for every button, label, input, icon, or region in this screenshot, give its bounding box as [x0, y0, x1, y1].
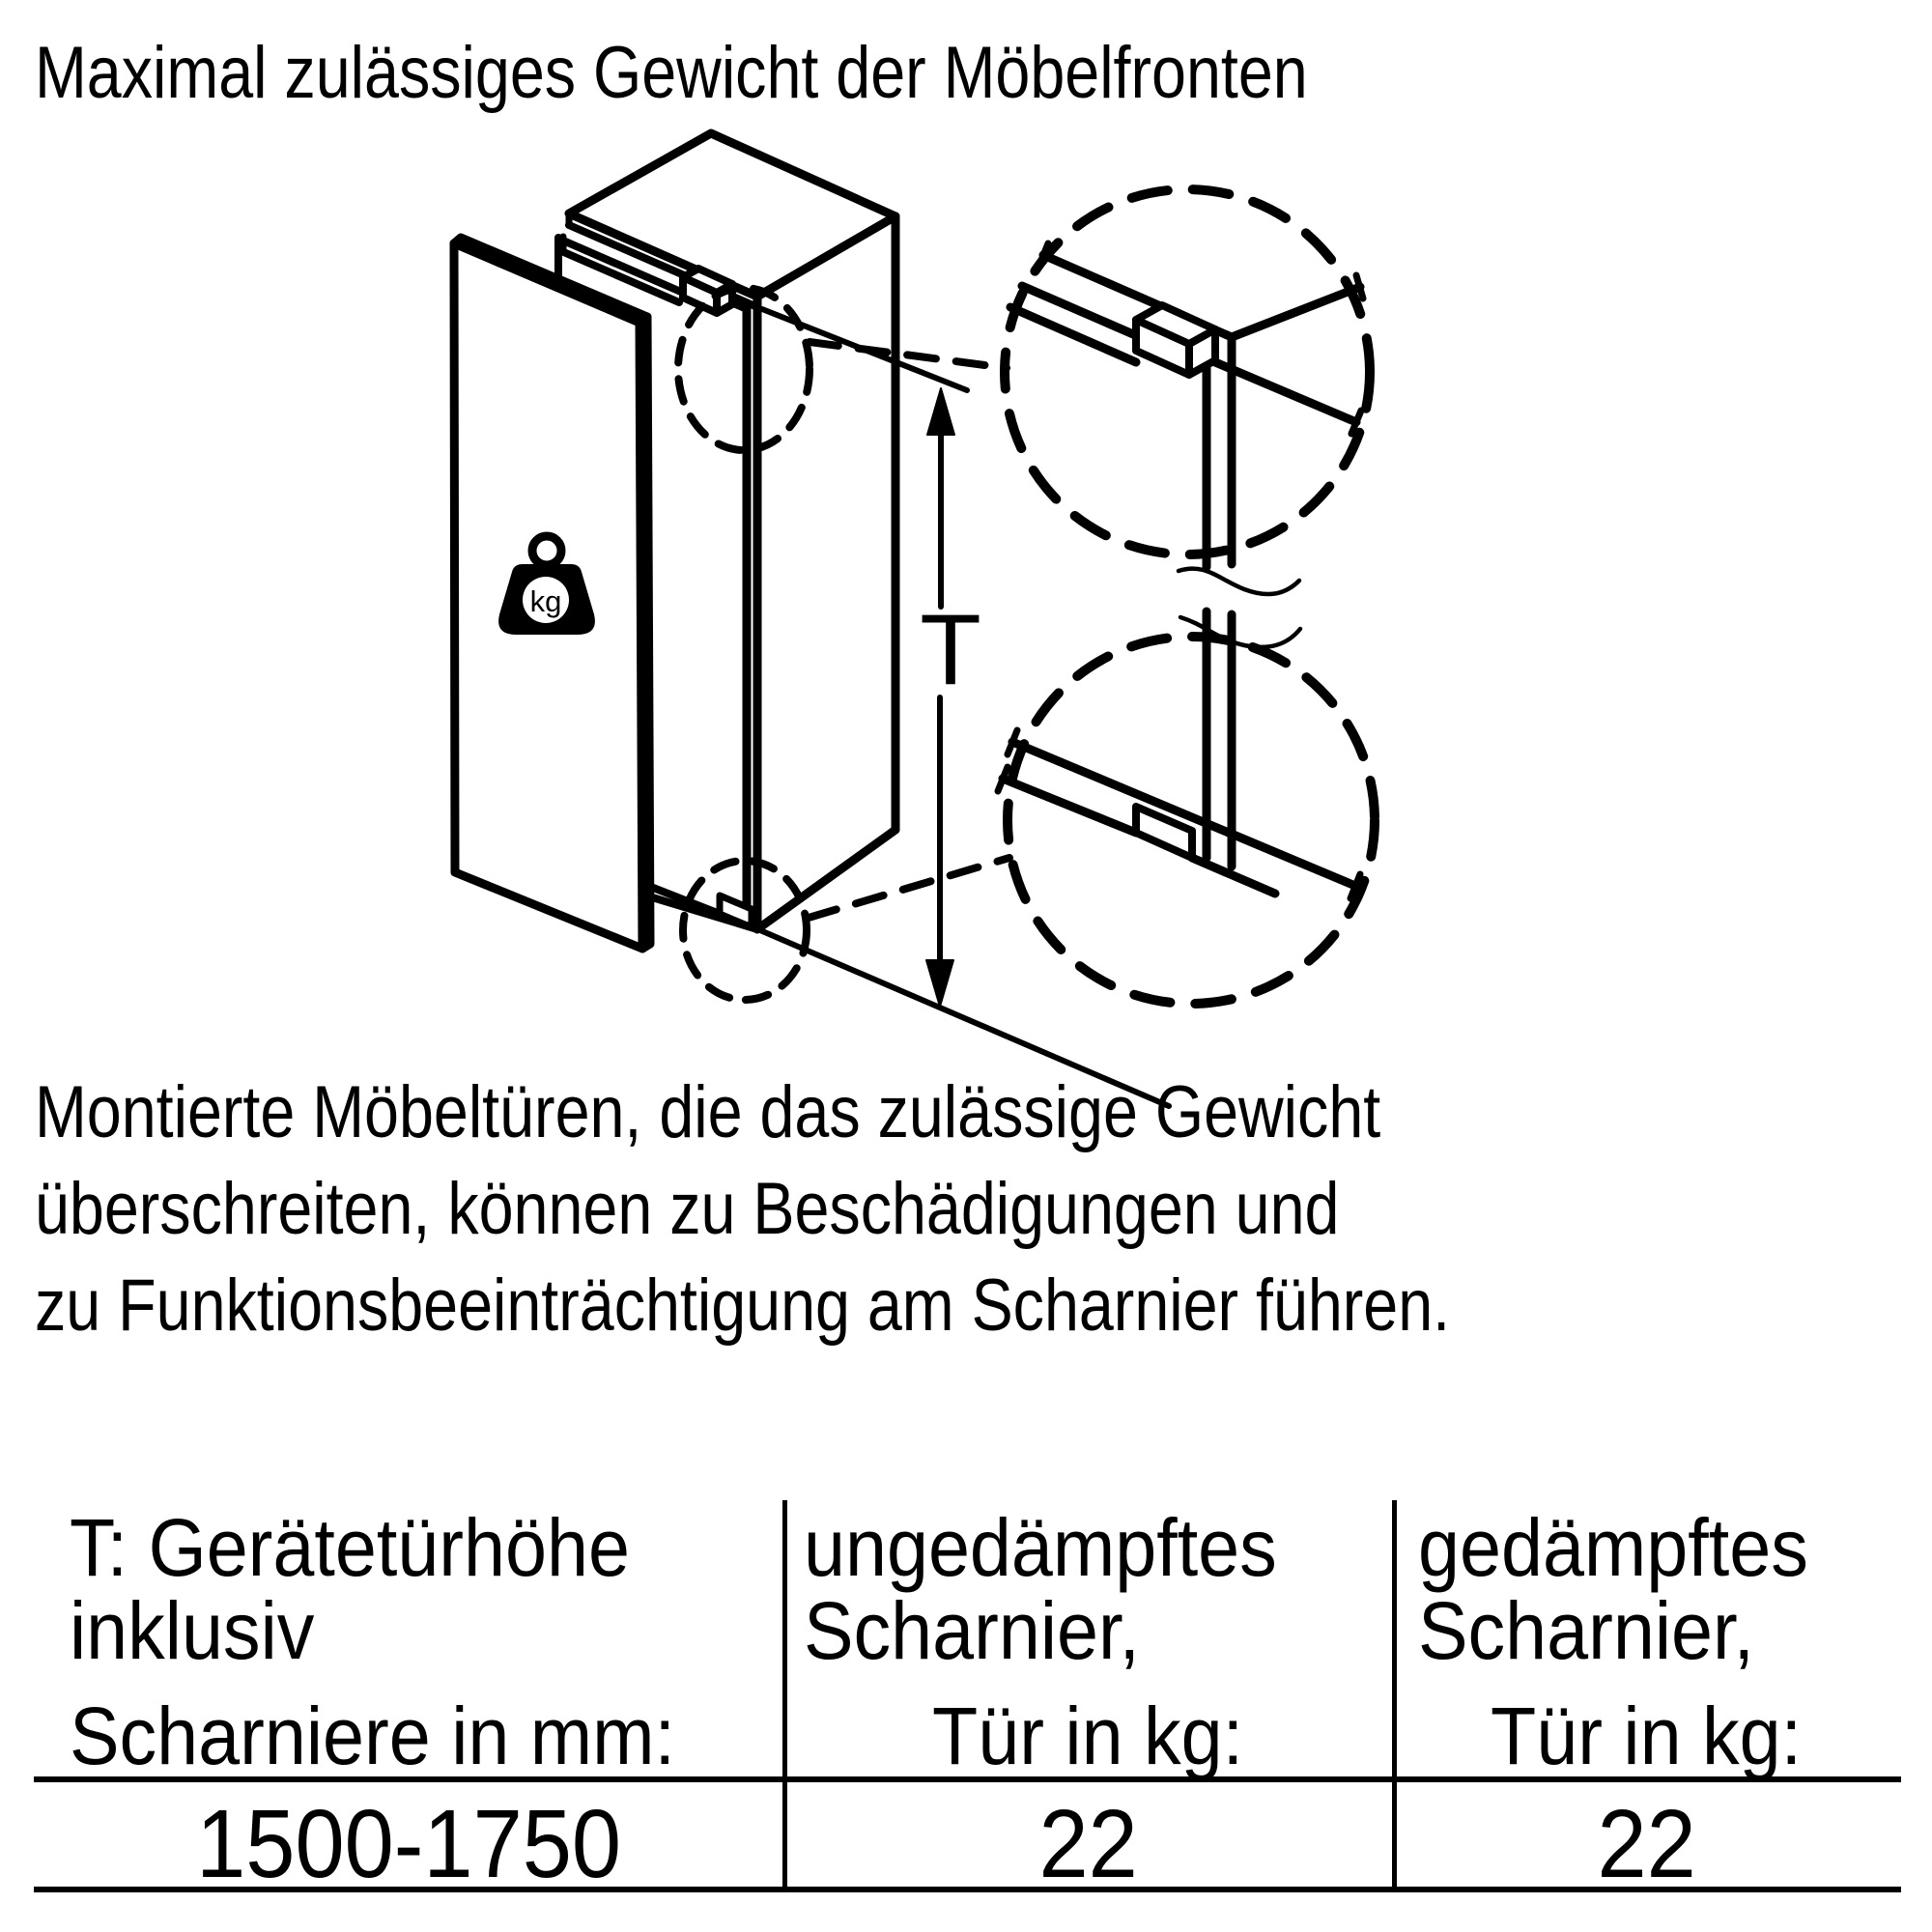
magnified-bottom-hinge: [998, 611, 1360, 898]
table-col1-value: 1500-1750: [196, 1790, 621, 1898]
warning-text-line1: Montierte Möbeltüren, die das zulässige Gewicht: [35, 1071, 1381, 1153]
table-col2-header-line1: ungedämpftes: [804, 1502, 1277, 1593]
dimension-label: T: [920, 594, 981, 706]
table-col3-header-line2: Scharnier,: [1418, 1585, 1754, 1676]
table-col1-header-line2: inklusiv: [70, 1585, 315, 1676]
arrow-up-icon: [927, 388, 954, 435]
page-title: Maximal zulässiges Gewicht der Möbelfronten: [35, 32, 1308, 114]
cabinet-right-face: [757, 216, 895, 929]
warning-text-line2: überschreiten, können zu Beschädigungen und: [35, 1168, 1340, 1250]
table-col2-header-line2: Scharnier,: [804, 1585, 1140, 1676]
table-col2-header-line3: Tür in kg:: [932, 1690, 1244, 1781]
table-col3-header-line3: Tür in kg:: [1491, 1690, 1803, 1781]
table-col2-value: 22: [1038, 1790, 1138, 1898]
table-col1-header-line3: Scharniere in mm:: [70, 1690, 676, 1781]
table-col1-header-line1: T: Gerätetürhöhe: [70, 1502, 630, 1593]
arrow-down-icon: [926, 960, 953, 1007]
warning-text-line3: zu Funktionsbeeinträchtigung am Scharnier führen.: [35, 1264, 1451, 1347]
table-col3-value: 22: [1597, 1790, 1696, 1898]
magnified-top-hinge: [1010, 243, 1363, 567]
weight-icon-label: kg: [529, 584, 562, 618]
table-col3-header-line1: gedämpftes: [1418, 1502, 1808, 1593]
magnified-hinge-block: [1136, 305, 1215, 375]
